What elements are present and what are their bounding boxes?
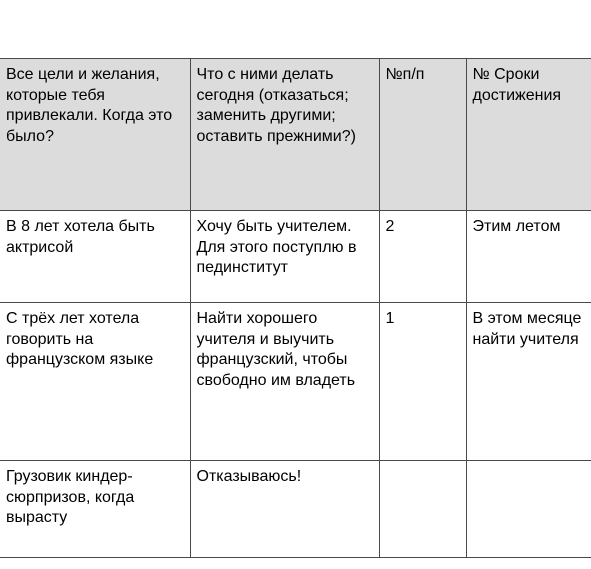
table-cell: Этим летом xyxy=(466,211,591,303)
table-cell: 2 xyxy=(379,211,466,303)
header-number: №п/п xyxy=(379,59,466,211)
table-cell: Отказываюсь! xyxy=(190,461,379,558)
table-row xyxy=(0,303,591,461)
table-cell: С трёх лет хотела говорить на французском языке xyxy=(0,303,190,461)
table-body xyxy=(0,211,591,558)
table-cell: 1 xyxy=(379,303,466,461)
table-cell: В 8 лет хотела быть актрисой xyxy=(0,211,190,303)
table-row xyxy=(0,211,591,303)
table-header xyxy=(0,59,591,211)
table-cell: Хочу быть учителем. Для этого поступлю в пединститут xyxy=(190,211,379,303)
table-cell: Грузовик киндер-сюрпризов, когда вырасту xyxy=(0,461,190,558)
header-deadlines: № Сроки достижения xyxy=(466,59,591,211)
table-row xyxy=(0,461,591,558)
table-cell: В этом месяце найти учителя xyxy=(466,303,591,461)
header-goals-desires: Все цели и желания, которые тебя привлекали. Когда это было? xyxy=(0,59,190,211)
table-cell xyxy=(466,461,591,558)
goals-table xyxy=(0,58,591,558)
header-what-to-do-today: Что с ними делать сегодня (отказаться; заменить другими; оставить прежними?) xyxy=(190,59,379,211)
table-cell xyxy=(379,461,466,558)
table-cell: Найти хорошего учителя и выучить французский, чтобы свободно им владеть xyxy=(190,303,379,461)
header-row xyxy=(0,59,591,211)
